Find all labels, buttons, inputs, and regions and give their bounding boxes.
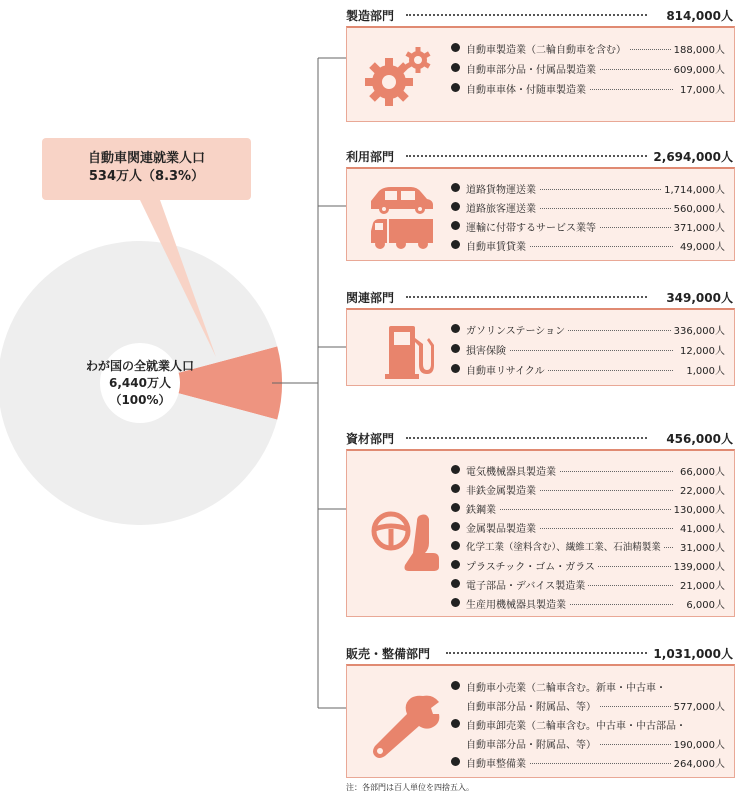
item-value: 577,000人 <box>671 698 725 713</box>
item-value: 609,000人 <box>671 61 725 76</box>
item-label: 自動車製造業（二輪自動車を含む） <box>466 41 629 56</box>
bullet <box>451 484 460 493</box>
bullet <box>451 324 460 333</box>
item-label: 道路貨物運送業 <box>466 181 539 196</box>
item-label-continued: 自動車部分品・附属品、等） <box>466 698 599 713</box>
list-item <box>451 755 733 772</box>
pie-center-total: 6,440万人 <box>109 376 171 390</box>
section-total: 456,000人 <box>662 430 733 447</box>
item-value: 17,000人 <box>677 81 725 96</box>
list-item <box>451 238 733 255</box>
bullet <box>451 522 460 531</box>
item-label: 自動車車体・付随車製造業 <box>466 81 589 96</box>
item-value: 371,000人 <box>671 219 725 234</box>
item-label: 道路旅客運送業 <box>466 200 539 215</box>
item-value: 188,000人 <box>671 41 725 56</box>
item-label: 自動車整備業 <box>466 755 529 770</box>
bullet <box>451 757 460 766</box>
section-box <box>346 449 735 617</box>
pie-center-percent: （100%） <box>109 393 171 407</box>
list-item <box>451 41 733 58</box>
list-item <box>451 463 733 480</box>
footnote: 注：各部門は百人単位を四捨五入。 <box>346 783 474 792</box>
list-item <box>451 61 733 78</box>
section-box <box>346 664 735 778</box>
section-header <box>346 645 737 662</box>
bullet <box>451 183 460 192</box>
list-item <box>451 322 733 339</box>
list-item <box>451 219 733 236</box>
item-value: 41,000人 <box>677 520 725 535</box>
bullet <box>451 202 460 211</box>
fuel-pump-icon <box>385 324 435 380</box>
connector-lines <box>272 58 346 708</box>
callout-box <box>42 138 251 200</box>
bullet <box>451 560 460 569</box>
item-label: 自動車リサイクル <box>466 362 548 377</box>
section-total: 2,694,000人 <box>649 148 733 165</box>
list-item <box>451 679 733 696</box>
bullet <box>451 240 460 249</box>
section-box <box>346 26 735 122</box>
list-item <box>451 520 733 537</box>
item-label: 自動車賃貸業 <box>466 238 529 253</box>
list-item <box>451 181 733 198</box>
pie-center-label <box>60 358 220 409</box>
list-item <box>451 558 733 575</box>
bullet <box>451 43 460 52</box>
item-value: 66,000人 <box>677 463 725 478</box>
steering-seat-icon <box>369 509 441 575</box>
section-header <box>346 7 737 24</box>
section-total: 1,031,000人 <box>649 645 733 662</box>
bullet <box>451 63 460 72</box>
car-truck-icon <box>367 179 439 251</box>
list-item-continuation <box>451 736 733 753</box>
bullet <box>451 681 460 690</box>
list-item <box>451 539 733 556</box>
pie-center-title: わが国の全就業人口 <box>85 359 194 373</box>
item-value: 336,000人 <box>671 322 725 337</box>
item-value: 190,000人 <box>671 736 725 751</box>
item-label: 自動車部分品・付属品製造業 <box>466 61 599 76</box>
section-header <box>346 430 737 447</box>
leader-dots <box>406 14 647 16</box>
bullet <box>451 579 460 588</box>
leader-dots <box>406 437 647 439</box>
bullet <box>451 364 460 373</box>
item-value: 264,000人 <box>671 755 725 770</box>
item-label: 生産用機械器具製造業 <box>466 596 569 611</box>
list-item <box>451 362 733 379</box>
leader-dots <box>406 296 647 298</box>
item-label-continued: 自動車部分品・附属品、等） <box>466 736 599 751</box>
item-label: 金属製品製造業 <box>466 520 539 535</box>
list-item <box>451 577 733 594</box>
bullet <box>451 503 460 512</box>
section-total: 349,000人 <box>662 289 733 306</box>
section-header <box>346 289 737 306</box>
section-name: 製造部門 <box>346 7 398 24</box>
item-label: 鉄鋼業 <box>466 501 499 516</box>
item-value: 49,000人 <box>677 238 725 253</box>
section-box <box>346 308 735 386</box>
callout-title: 自動車関連就業人口 <box>87 151 205 166</box>
item-label: 化学工業（塗料含む）、繊維工業、石油精製業 <box>466 539 664 553</box>
list-item-continuation <box>451 698 733 715</box>
item-value: 130,000人 <box>671 501 725 516</box>
wrench-icon <box>371 694 441 760</box>
item-label: 自動車卸売業（二輪車含む。中古車・中古部品・ <box>466 717 689 732</box>
bullet <box>451 598 460 607</box>
item-value: 12,000人 <box>677 342 725 357</box>
section-name: 資材部門 <box>346 430 398 447</box>
section-header <box>346 148 737 165</box>
item-value: 1,000人 <box>683 362 725 377</box>
gear-icon <box>363 44 433 108</box>
item-label: 運輸に付帯するサービス業等 <box>466 219 599 234</box>
leader-dots <box>446 652 647 654</box>
item-value: 6,000人 <box>683 596 725 611</box>
list-item <box>451 596 733 613</box>
item-label: 自動車小売業（二輪車含む。新車・中古車・ <box>466 679 669 694</box>
bullet <box>451 83 460 92</box>
bullet <box>451 541 460 550</box>
item-label: 損害保険 <box>466 342 509 357</box>
list-item <box>451 342 733 359</box>
list-item <box>451 482 733 499</box>
list-item <box>451 200 733 217</box>
section-name: 利用部門 <box>346 148 398 165</box>
bullet <box>451 344 460 353</box>
section-name: 販売・整備部門 <box>346 645 434 662</box>
bullet <box>451 221 460 230</box>
list-item <box>451 501 733 518</box>
leader-dots <box>406 155 647 157</box>
list-item <box>451 81 733 98</box>
item-value: 1,714,000人 <box>661 181 725 196</box>
item-label: 電子部品・デバイス製造業 <box>466 577 588 592</box>
item-label: 電気機械器具製造業 <box>466 463 559 478</box>
item-label: ガソリンステーション <box>466 322 568 337</box>
item-value: 22,000人 <box>677 482 725 497</box>
section-name: 関連部門 <box>346 289 398 306</box>
item-label: 非鉄金属製造業 <box>466 482 539 497</box>
list-item <box>451 717 733 734</box>
bullet <box>451 465 460 474</box>
item-value: 139,000人 <box>671 558 725 573</box>
section-total: 814,000人 <box>662 7 733 24</box>
item-label: プラスチック・ゴム・ガラス <box>466 558 598 573</box>
section-box <box>346 167 735 261</box>
item-value: 560,000人 <box>671 200 725 215</box>
item-value: 31,000人 <box>677 539 725 554</box>
item-value: 21,000人 <box>677 577 725 592</box>
bullet <box>451 719 460 728</box>
callout-value: 534万人（8.3%） <box>88 169 205 184</box>
